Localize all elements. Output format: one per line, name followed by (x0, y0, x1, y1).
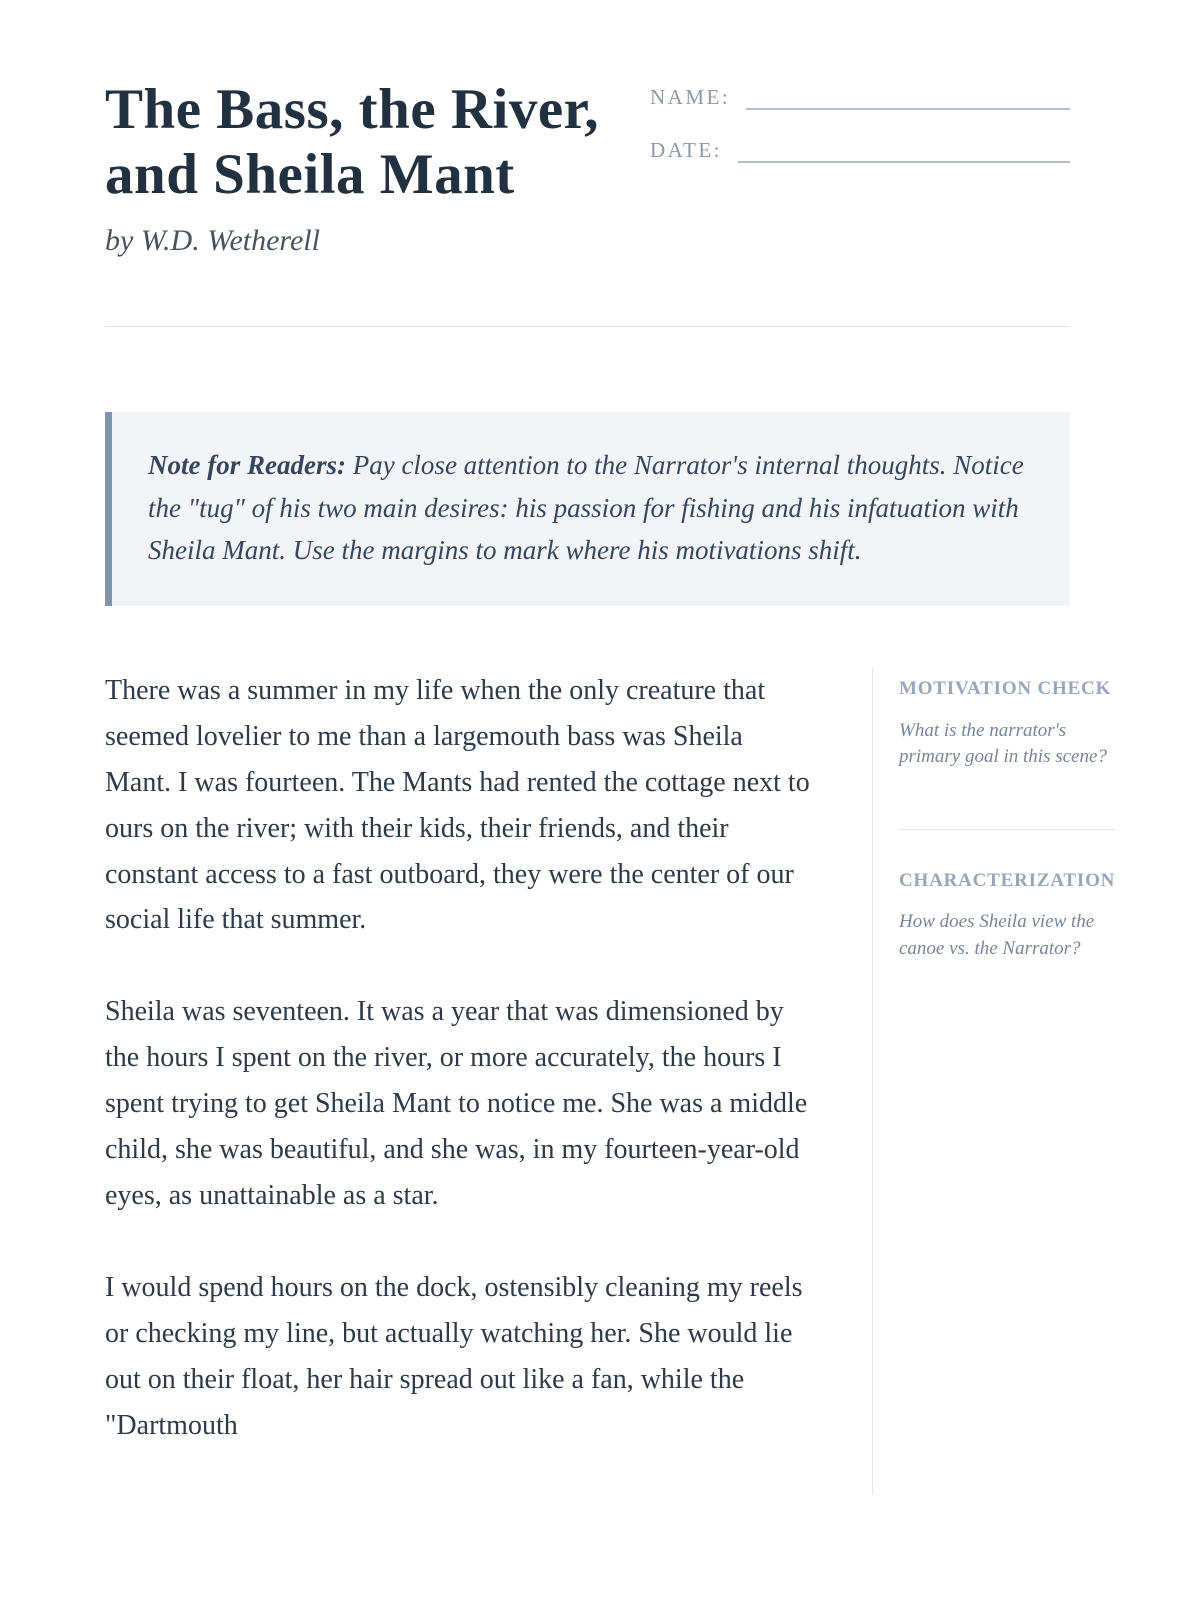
page-title (105, 78, 599, 208)
story-paragraph-1: There was a summer in my life when the only creature that seemed lovelier to me than a largemouth bass was Sheila Mant. I was fourteen. The Mants had rented the cottage next to ours on the river; with their kids, their friends, and their constant access to a fast outboard, they were the center of our social life that summer. (105, 674, 810, 936)
margin-note-heading: MOTIVATION CHECK (899, 677, 1112, 699)
date-label: DATE: (650, 138, 722, 162)
name-field-row (650, 84, 1070, 110)
date-field-row (650, 137, 1070, 163)
story-paragraph-3: I would spend hours on the dock, ostensibly cleaning my reels or checking my line, but actually watching her. She would lie out on their float, her hair spread out like a fan, while the "Dartmouth (105, 1271, 803, 1441)
content-area (105, 668, 1116, 1495)
margin-note-heading: CHARACTERIZATION (899, 869, 1116, 891)
margin-note-characterization (899, 829, 1115, 963)
story-paragraph-2: Sheila was seventeen. It was a year that was dimensioned by the hours I spent on the river, or more accurately, the hours I spent trying to get Sheila Mant to notice me. She was a middle child, she was beautiful, and she was, in my fourteen-year-old eyes, as unattainable as a star. (105, 996, 808, 1211)
name-date-fields (650, 84, 1070, 190)
name-label: NAME: (650, 85, 731, 109)
date-input-line[interactable] (738, 137, 1070, 163)
reader-note-text (148, 444, 1032, 572)
reader-note-box (105, 412, 1070, 606)
header-divider (105, 326, 1070, 327)
byline: by W.D. Wetherell (105, 223, 320, 257)
page-title-line-1: The Bass, the River, (105, 78, 599, 141)
name-input-line[interactable] (746, 84, 1070, 110)
title-block (105, 78, 599, 258)
margin-note-question: What is the narrator's primary goal in this scene? (899, 719, 1107, 768)
margin-note-motivation-check (899, 676, 1115, 771)
margin-note-question: How does Sheila view the canoe vs. the Narrator? (899, 911, 1095, 959)
reader-note-body: Pay close attention to the Narrator's internal thoughts. Notice the "tug" of his two main desires: his passion for fishing and his infatuation with Sheila Mant. Use the margins to mark where his motivations shift. (148, 449, 1024, 566)
story-text-column (105, 668, 810, 1495)
header (105, 78, 1105, 258)
page-title-line-2: and Sheila Mant (105, 142, 515, 206)
reader-note-label: Note for Readers: (148, 449, 346, 480)
margin-notes-column (872, 668, 1115, 1495)
